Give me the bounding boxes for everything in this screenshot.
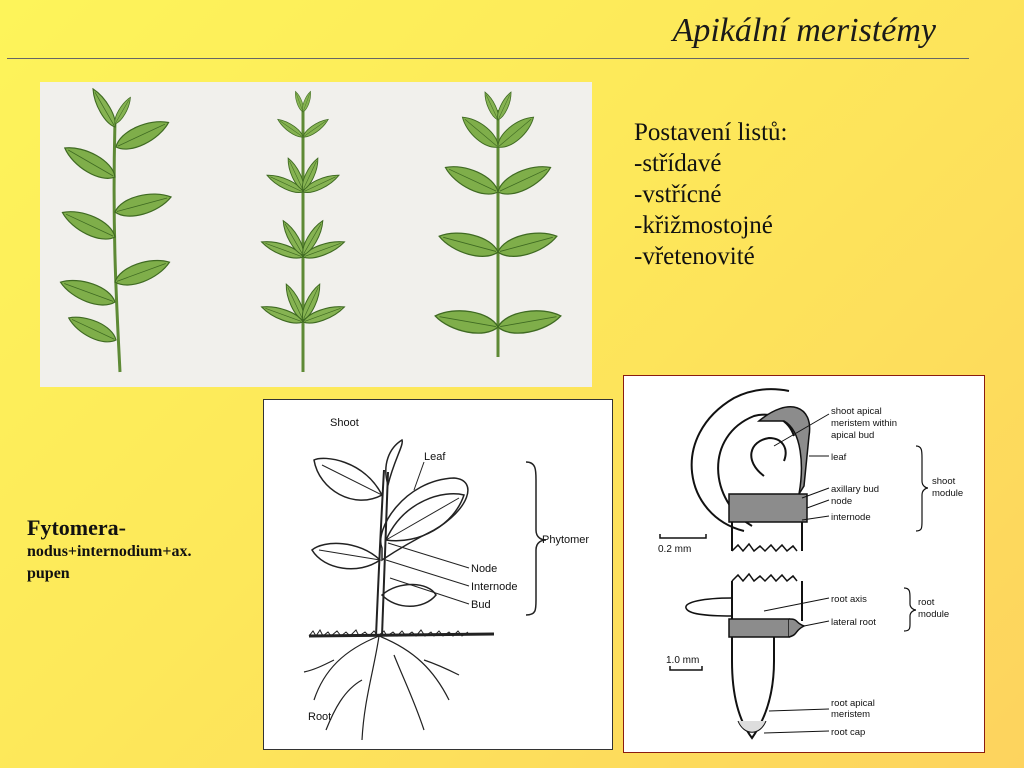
bud-label: Bud	[471, 599, 491, 611]
sam-label-2: meristem within	[831, 418, 897, 429]
ram-label-1: root apical	[831, 698, 875, 709]
opposite-leaf-plant	[433, 91, 562, 357]
leaf-label: leaf	[831, 452, 847, 463]
internode-label: internode	[831, 512, 871, 523]
title-divider	[7, 58, 969, 59]
phytomer-caption	[27, 515, 192, 585]
scale-label-top: 0.2 mm	[658, 544, 692, 555]
root-label: Root	[308, 711, 332, 723]
leaf-arrangement-heading: Postavení listů:	[634, 119, 788, 146]
root-axis-label: root axis	[831, 594, 867, 605]
root-module-label-1: root	[918, 597, 935, 608]
node-label: Node	[471, 563, 498, 575]
shoot-module-label-2: module	[932, 488, 964, 499]
axillary-bud-label: axillary bud	[831, 484, 880, 495]
shoot-module-label-1: shoot	[932, 476, 956, 487]
slide-title: Apikální meristémy	[672, 12, 936, 49]
leaf-label: Leaf	[424, 451, 446, 463]
ram-label-2: meristem	[831, 709, 871, 720]
whorled-leaf-plant	[260, 90, 346, 372]
list-item: -vstřícné	[634, 181, 722, 208]
scale-label-bottom: 1.0 mm	[666, 655, 700, 666]
leaf-arrangement-illustration	[40, 82, 592, 387]
internode-label: Internode	[471, 581, 518, 593]
phytomer-caption-line-2: pupen	[27, 565, 70, 582]
phytomer-caption-heading: Fytomera-	[27, 515, 126, 540]
lateral-root-label: lateral root	[831, 617, 876, 628]
list-item: -vřetenovité	[634, 243, 755, 270]
phytomer-label: Phytomer	[542, 534, 590, 546]
phytomer-diagram	[263, 399, 613, 750]
list-item: -střídavé	[634, 150, 722, 177]
list-item: -křižmostojné	[634, 212, 773, 239]
sam-label-1: shoot apical	[831, 406, 882, 417]
shoot-root-module-diagram	[623, 375, 985, 753]
root-cap-label: root cap	[831, 727, 866, 738]
leaf-arrangement-list	[634, 117, 787, 272]
alternate-leaf-plant	[57, 86, 173, 372]
shoot-label: Shoot	[330, 417, 359, 429]
node-label: node	[831, 496, 853, 507]
phytomer-caption-line-1: nodus+internodium+ax.	[27, 543, 192, 560]
root-module-label-2: module	[918, 609, 950, 620]
sam-label-3: apical bud	[831, 430, 875, 441]
